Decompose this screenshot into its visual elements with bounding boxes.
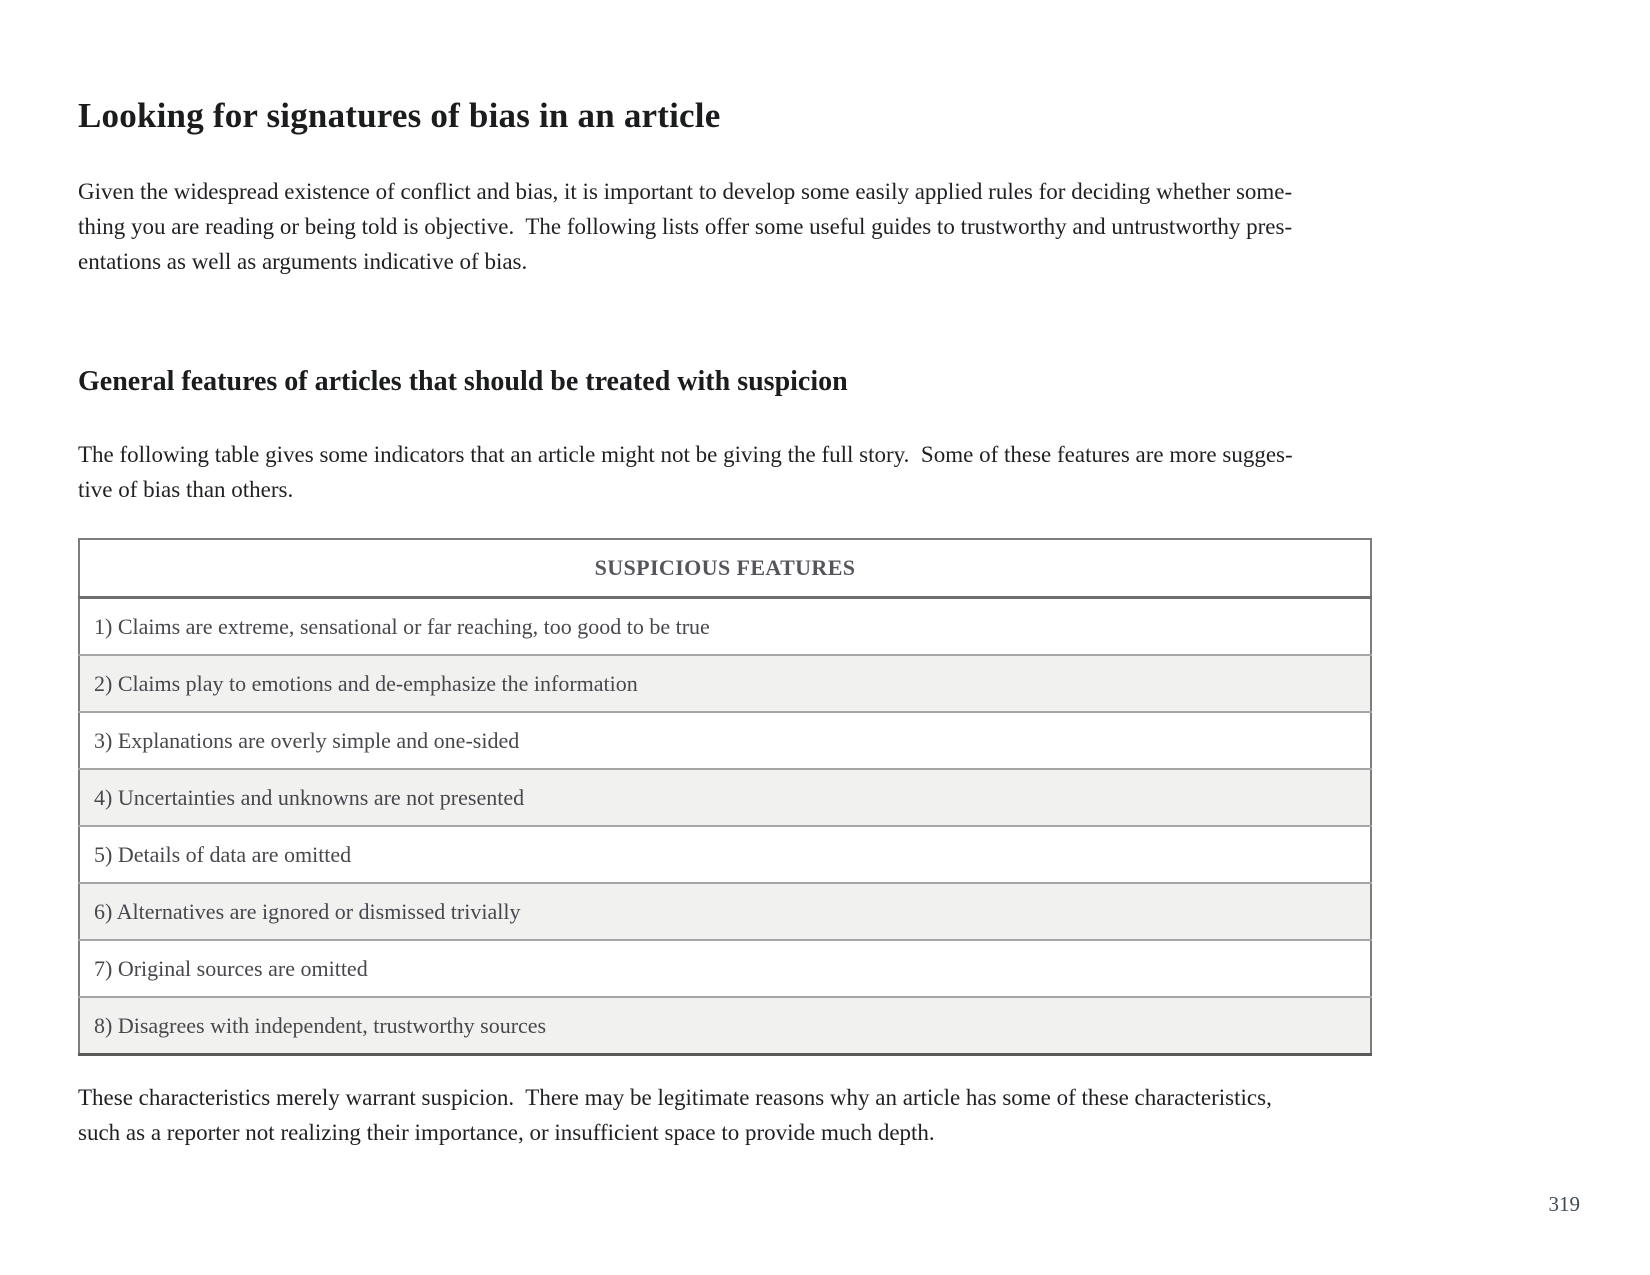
table-cell: 4) Uncertainties and unknowns are not presented — [79, 769, 1371, 826]
table-header-row — [79, 539, 1371, 598]
table-header — [79, 539, 1371, 598]
table-row — [79, 655, 1371, 712]
table-cell: 3) Explanations are overly simple and one-sided — [79, 712, 1371, 769]
table-cell: 6) Alternatives are ignored or dismissed trivially — [79, 883, 1371, 940]
table-row — [79, 997, 1371, 1055]
table-row — [79, 712, 1371, 769]
table-row — [79, 940, 1371, 997]
table-cell: 1) Claims are extreme, sensational or far reaching, too good to be true — [79, 598, 1371, 656]
table-row — [79, 769, 1371, 826]
document-page — [0, 94, 1650, 1275]
table-row — [79, 826, 1371, 883]
table-cell: 7) Original sources are omitted — [79, 940, 1371, 997]
intro-paragraph: Given the widespread existence of conflict and bias, it is important to develop some easily applied rules for deciding whether some- thing you are reading or being told is objective. The following lists offer some useful guides to trustworthy and untrustworthy pres- entations as well as arguments indicative of bias. — [78, 179, 1293, 274]
page-title: Looking for signatures of bias in an article — [78, 96, 721, 135]
table-cell: 5) Details of data are omitted — [79, 826, 1371, 883]
suspicious-features-table — [78, 538, 1372, 1056]
table-body — [79, 598, 1371, 1055]
closing-paragraph: These characteristics merely warrant suspicion. There may be legitimate reasons why an article has some of these characteristics, such as a reporter not realizing their importance, or insufficient space to provide much depth. — [78, 1085, 1272, 1145]
section-heading: General features of articles that should be treated with suspicion — [78, 366, 848, 397]
page-number: 319 — [1548, 1192, 1580, 1216]
table-row — [79, 883, 1371, 940]
table-cell: 8) Disagrees with independent, trustworthy sources — [79, 997, 1371, 1055]
section-intro-paragraph: The following table gives some indicators that an article might not be giving the full story. Some of these features are more sugges- tive of bias than others. — [78, 442, 1293, 502]
table-header-cell: SUSPICIOUS FEATURES — [79, 539, 1371, 598]
table-cell: 2) Claims play to emotions and de-emphasize the information — [79, 655, 1371, 712]
table-row — [79, 598, 1371, 656]
